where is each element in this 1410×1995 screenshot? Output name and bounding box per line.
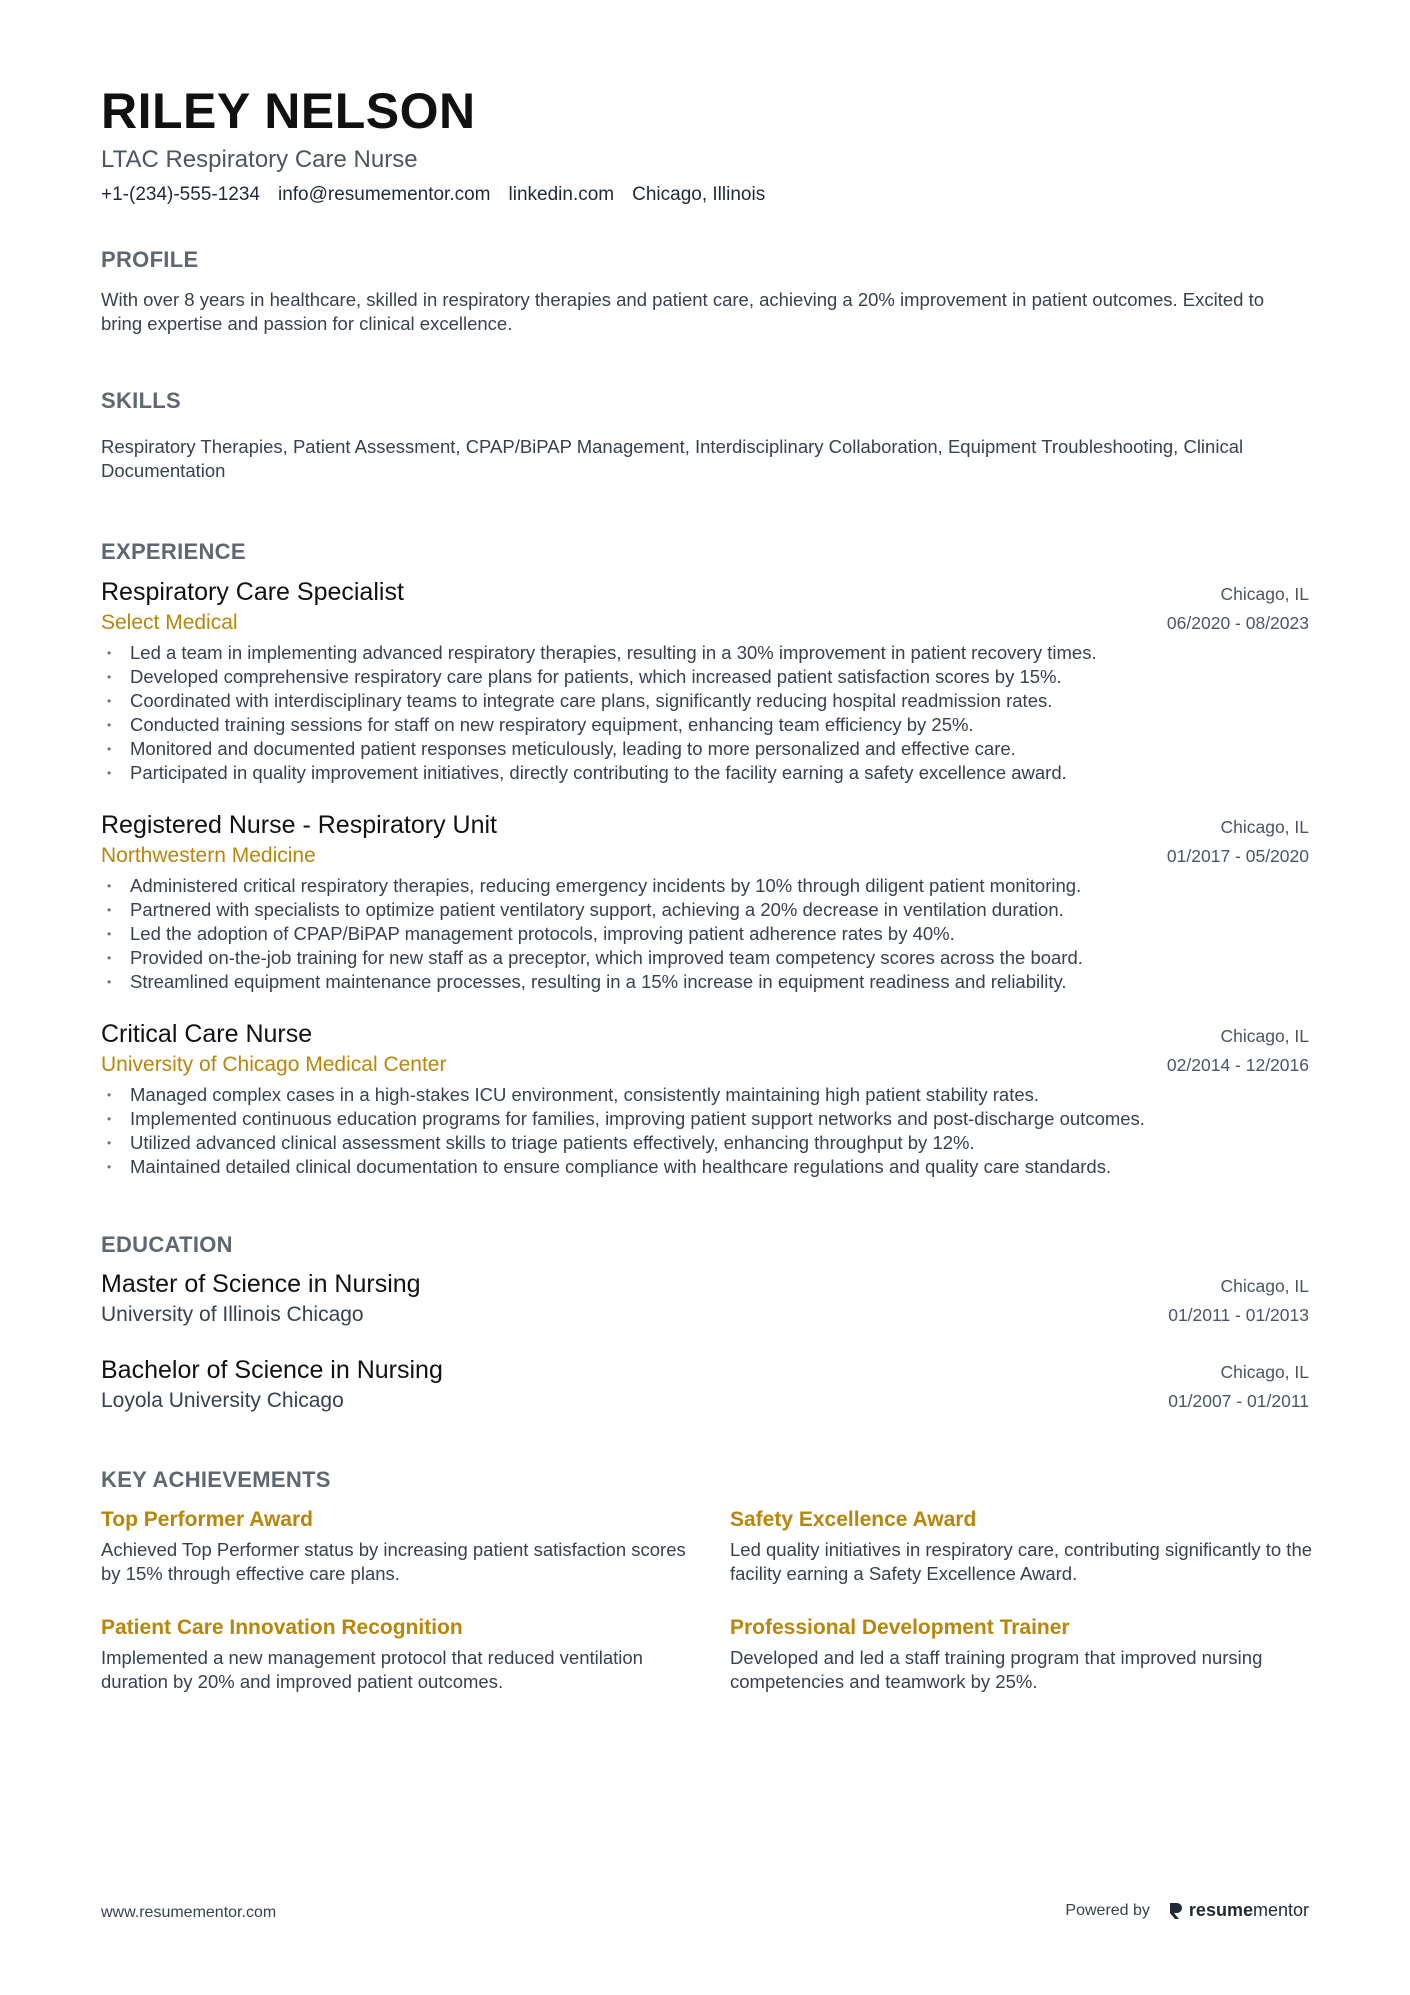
education-location: Chicago, IL (1220, 1362, 1309, 1382)
footer-branding (1065, 1900, 1309, 1921)
achievement-item (101, 1616, 691, 1694)
job-location: Chicago, IL (1220, 817, 1309, 837)
education-dates: 01/2007 - 01/2011 (1168, 1391, 1309, 1411)
skills-heading: SKILLS (101, 388, 182, 413)
job-dates: 06/2020 - 08/2023 (1166, 613, 1309, 633)
achievements-heading: KEY ACHIEVEMENTS (101, 1467, 331, 1492)
list-item: • Led a team in implementing advanced respiratory therapies, resulting in a 30% improvement in patient recovery times. (101, 641, 1309, 665)
job-bullets (101, 1083, 1309, 1179)
job-dates: 02/2014 - 12/2016 (1166, 1055, 1309, 1075)
experience-item (101, 1020, 1309, 1179)
experience-item (101, 811, 1309, 994)
job-location: Chicago, IL (1220, 584, 1309, 604)
list-item: • Conducted training sessions for staff on new respiratory equipment, enhancing team efficiency by 25%. (101, 713, 1309, 737)
achievement-item (730, 1616, 1320, 1694)
list-item: • Administered critical respiratory therapies, reducing emergency incidents by 10% through diligent patient monitoring. (101, 874, 1309, 898)
job-company: University of Chicago Medical Center (101, 1053, 447, 1076)
list-item: • Implemented continuous education programs for families, improving patient support networks and post-discharge outcomes. (101, 1107, 1309, 1131)
list-item: • Maintained detailed clinical documentation to ensure compliance with healthcare regulations and quality care standards. (101, 1155, 1309, 1179)
resumementor-logo-icon (1168, 1901, 1184, 1921)
list-item: • Coordinated with interdisciplinary teams to integrate care plans, significantly reducing hospital readmission rates. (101, 689, 1309, 713)
job-title: Respiratory Care Specialist (101, 578, 404, 606)
job-company: Northwestern Medicine (101, 844, 316, 867)
education-degree: Master of Science in Nursing (101, 1270, 421, 1298)
job-dates: 01/2017 - 05/2020 (1166, 846, 1309, 866)
list-item: • Utilized advanced clinical assessment skills to triage patients effectively, enhancing throughput by 12%. (101, 1131, 1309, 1155)
job-title: Critical Care Nurse (101, 1020, 313, 1048)
skills-text: Respiratory Therapies, Patient Assessment, CPAP/BiPAP Management, Interdisciplinary Collaboration, Equipment Troubleshooting, Clinical Documentation (101, 436, 1244, 481)
contact-linkedin: linkedin.com (508, 184, 615, 205)
achievement-desc: Developed and led a staff training program that improved nursing competencies and teamwork by 25%. (730, 1647, 1263, 1692)
achievement-desc: Implemented a new management protocol that reduced ventilation duration by 20% and improved patient outcomes. (101, 1647, 643, 1692)
contact-line (101, 184, 765, 206)
list-item: • Participated in quality improvement initiatives, directly contributing to the facility earning a safety excellence award. (101, 761, 1309, 785)
job-location: Chicago, IL (1220, 1026, 1309, 1046)
candidate-title: LTAC Respiratory Care Nurse (101, 146, 418, 173)
education-degree: Bachelor of Science in Nursing (101, 1356, 443, 1384)
list-item: • Monitored and documented patient responses meticulously, leading to more personalized and effective care. (101, 737, 1309, 761)
brand-strong-text: resume (1188, 1900, 1253, 1920)
profile-heading: PROFILE (101, 247, 199, 272)
education-school: University of Illinois Chicago (101, 1303, 364, 1326)
achievement-title: Patient Care Innovation Recognition (101, 1616, 463, 1639)
list-item: • Partnered with specialists to optimize patient ventilatory support, achieving a 20% decrease in ventilation duration. (101, 898, 1309, 922)
achievement-desc: Achieved Top Performer status by increasing patient satisfaction scores by 15% through effective care plans. (101, 1539, 686, 1584)
achievement-item (730, 1508, 1320, 1586)
education-item (101, 1356, 1309, 1413)
job-bullets (101, 641, 1309, 785)
contact-email: info@resumementor.com (277, 184, 491, 205)
footer-website-link[interactable]: www.resumementor.com (101, 1904, 277, 1921)
profile-text: With over 8 years in healthcare, skilled in respiratory therapies and patient care, achieving a 20% improvement in patient outcomes. Excited to bring expertise and passion for clinical excellence. (101, 289, 1265, 334)
job-bullets (101, 874, 1309, 994)
education-item (101, 1270, 1309, 1327)
list-item: • Managed complex cases in a high-stakes ICU environment, consistently maintaining high patient stability rates. (101, 1083, 1309, 1107)
brand-light-text: mentor (1252, 1900, 1309, 1920)
achievement-item (101, 1508, 691, 1586)
job-company: Select Medical (101, 611, 238, 634)
list-item: • Streamlined equipment maintenance processes, resulting in a 15% increase in equipment readiness and reliability. (101, 970, 1309, 994)
achievement-desc: Led quality initiatives in respiratory care, contributing significantly to the facility earning a Safety Excellence Award. (730, 1539, 1313, 1584)
list-item: • Led the adoption of CPAP/BiPAP management protocols, improving patient adherence rates by 40%. (101, 922, 1309, 946)
list-item: • Developed comprehensive respiratory care plans for patients, which increased patient satisfaction scores by 15%. (101, 665, 1309, 689)
contact-location: Chicago, Illinois (632, 184, 766, 205)
contact-phone: +1-(234)-555-1234 (101, 184, 260, 205)
education-dates: 01/2011 - 01/2013 (1168, 1305, 1309, 1325)
achievement-title: Safety Excellence Award (730, 1508, 977, 1531)
job-title: Registered Nurse - Respiratory Unit (101, 811, 497, 839)
experience-heading: EXPERIENCE (101, 539, 246, 564)
experience-item (101, 578, 1309, 785)
education-location: Chicago, IL (1220, 1276, 1309, 1296)
achievement-title: Professional Development Trainer (730, 1616, 1070, 1639)
resumementor-logo[interactable] (1168, 1900, 1309, 1921)
achievement-title: Top Performer Award (101, 1508, 313, 1531)
powered-by-label: Powered by (1065, 1901, 1150, 1919)
candidate-name: RILEY NELSON (101, 83, 476, 139)
education-school: Loyola University Chicago (101, 1389, 344, 1412)
education-heading: EDUCATION (101, 1232, 233, 1257)
list-item: • Provided on-the-job training for new staff as a preceptor, which improved team competency scores across the board. (101, 946, 1309, 970)
